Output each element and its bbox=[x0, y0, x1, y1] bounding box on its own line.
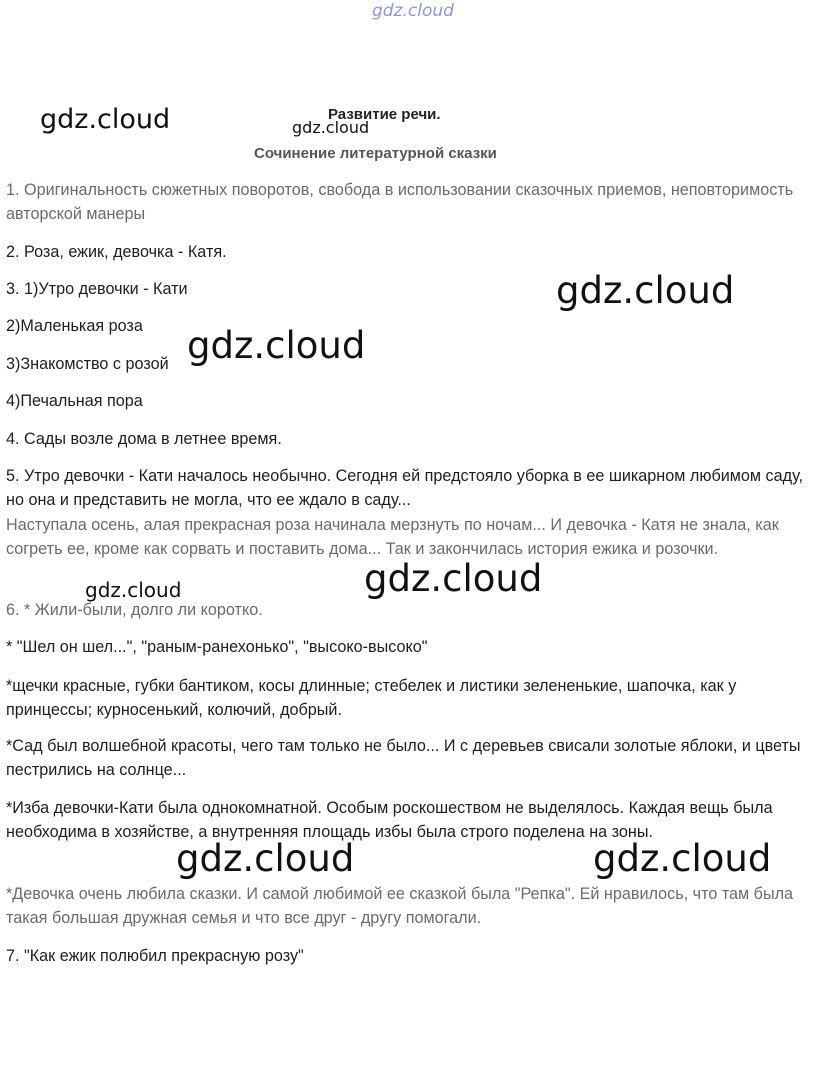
watermark-1: gdz.cloud bbox=[40, 104, 171, 135]
watermark-8: gdz.cloud bbox=[593, 837, 772, 880]
paragraph-5: 3)Знакомство с розой bbox=[6, 355, 169, 373]
paragraph-7: 4. Сады возле дома в летнее время. bbox=[6, 430, 282, 448]
paragraph-2: 2. Роза, ежик, девочка - Катя. bbox=[6, 243, 227, 261]
paragraph-12: *Сад был волшебной красоты, чего там только не было... И с деревьев свисали золотые яблоки, и цветы пестрились на солнце... bbox=[6, 737, 801, 779]
watermark-5: gdz.cloud bbox=[364, 557, 543, 600]
watermark-4: gdz.cloud bbox=[187, 324, 366, 367]
watermark-7: gdz.cloud bbox=[176, 837, 355, 880]
paragraph-6: 4)Печальная пора bbox=[6, 392, 143, 410]
watermark-6: gdz.cloud bbox=[85, 578, 182, 602]
paragraph-9: 6. * Жили-были, долго ли коротко. bbox=[6, 601, 263, 619]
paragraph-4: 2)Маленькая роза bbox=[6, 317, 143, 335]
paragraph-11: *щечки красные, губки бантиком, косы длинные; стебелек и листики зелененькие, шапочка, как у принцессы; курносенький, колючий, добрый. bbox=[6, 677, 737, 719]
watermark-3: gdz.cloud bbox=[556, 269, 735, 312]
paragraph-15: 7. "Как ежик полюбил прекрасную розу" bbox=[6, 947, 304, 965]
paragraph-8b: Наступала осень, алая прекрасная роза начинала мерзнуть по ночам... И девочка - Катя не знала, как согреть ее, кроме как сорвать и поставить дома... Так и закончилась история ежика и розочки. bbox=[6, 516, 779, 558]
paragraph-14: *Девочка очень любила сказки. И самой любимой ее сказкой была "Репка". Ей нравилось, что там была такая большая дружная семья и что все друг - другу помогали. bbox=[6, 885, 794, 927]
document-title: Развитие речи. bbox=[328, 106, 441, 123]
paragraph-10: * "Шел он шел...", "раным-ранехонько", "высоко-высоко" bbox=[6, 638, 428, 656]
watermark-2: gdz.cloud bbox=[292, 118, 370, 137]
watermark-top[interactable]: gdz.cloud bbox=[372, 1, 454, 21]
paragraph-3: 3. 1)Утро девочки - Кати bbox=[6, 280, 188, 298]
paragraph-1: 1. Оригинальность сюжетных поворотов, свобода в использовании сказочных приемов, неповторимость авторской манеры bbox=[6, 181, 794, 223]
paragraph-13: *Изба девочки-Кати была однокомнатной. Особым роскошеством не выделялось. Каждая вещь была необходима в хозяйстве, а внутренняя площадь избы была строго поделена на зоны. bbox=[6, 799, 773, 841]
document-subtitle: Сочинение литературной сказки bbox=[254, 145, 497, 162]
paragraph-8a: 5. Утро девочки - Кати началось необычно. Сегодня ей предстояло уборка в ее шикарном любимом саду, но она и представить не могла, что ее ждало в саду... bbox=[6, 467, 804, 509]
